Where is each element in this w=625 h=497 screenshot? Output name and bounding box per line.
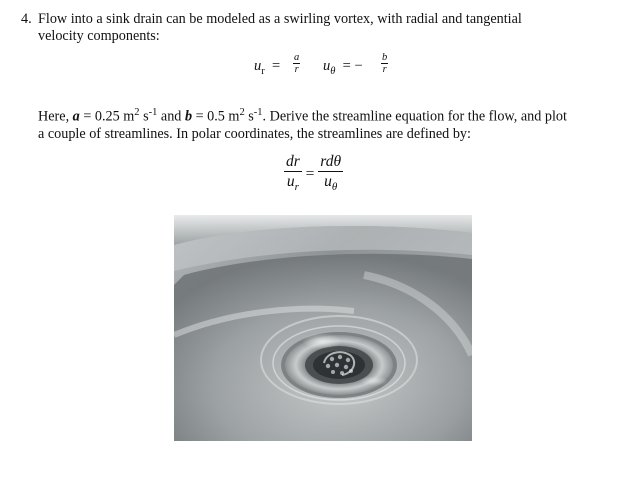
radial-velocity-fraction: $\frac{a}{r}$ — [294, 52, 300, 75]
tangential-velocity-equation: $u_\theta$ = − — [323, 58, 363, 77]
problem-intro — [38, 11, 611, 45]
tangential-velocity-fraction: $\frac{b}{r}$ — [382, 52, 388, 75]
sink-drain-illustration — [174, 215, 472, 441]
sink-drain-photo — [174, 215, 472, 441]
streamline-right-fraction: $\frac{\text{rdθ}}{u_\theta}$ — [320, 153, 342, 194]
given-line-2: a couple of streamlines. In polar coordinates, the streamlines are defined by: — [38, 125, 471, 142]
intro-line-1: Flow into a sink drain can be modeled as a swirling vortex, with radial and tangential — [38, 11, 522, 27]
given-line-1: Here, a = 0.25 $m^2$ $s^{-1}$ and b = 0.5 $m^2$ $s^{-1}$. Derive the streamline equation for the flow, and plot — [38, 107, 567, 125]
streamline-left-fraction: $\frac{dr}{u_r}$ — [286, 153, 300, 194]
variable-a: a — [72, 108, 80, 125]
streamline-equation: $\frac{dr}{u_r}$ = $\frac{\text{rdθ}}{u_\theta}$ — [284, 152, 343, 197]
problem-number: 4. — [21, 11, 32, 27]
problem-statement — [21, 11, 611, 45]
variable-b: b — [184, 108, 193, 125]
given-values-paragraph — [38, 104, 613, 143]
radial-velocity-equation: $u_r$ = — [254, 58, 284, 77]
intro-line-2: velocity components: — [38, 28, 160, 44]
